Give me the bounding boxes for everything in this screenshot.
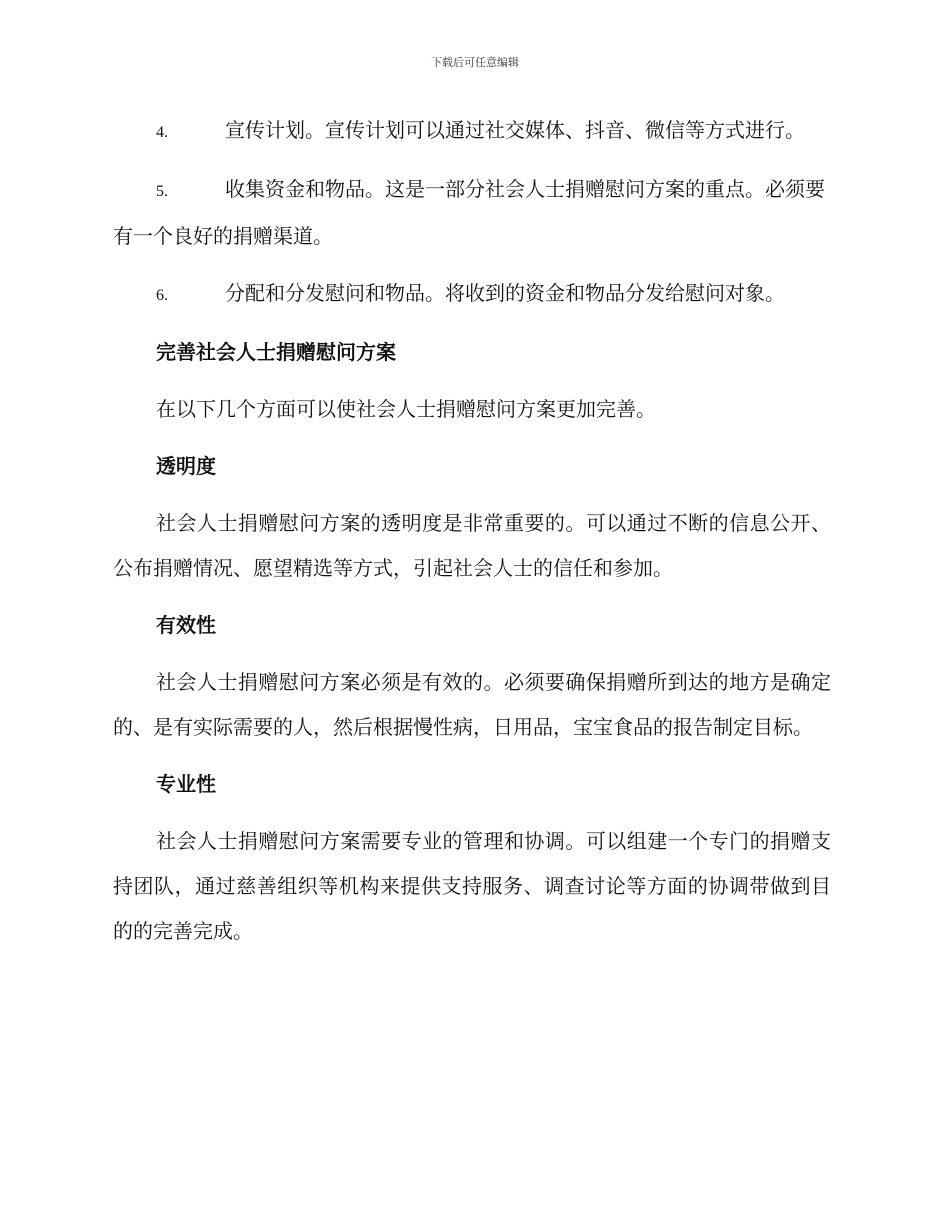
section-intro: 在以下几个方面可以使社会人士捐赠慰问方案更加完善。 — [156, 397, 656, 421]
professionalism-paragraph: 社会人士捐赠慰问方案需要专业的管理和协调。可以组建一个专门的捐赠支持团队，通过慈善组织等机构来提供支持服务、调查讨论等方面的协调带做到目的的完善完成。 — [113, 829, 831, 943]
effectiveness-heading: 有效性 — [156, 613, 216, 637]
list-item-4 — [113, 108, 831, 155]
list-text: 收集资金和物品。这是一部分社会人士捐赠慰问方案的重点。必须要有一个良好的捐赠渠道。 — [113, 177, 825, 248]
transparency-heading: 透明度 — [156, 454, 216, 478]
list-number: 5. — [156, 183, 168, 200]
list-text: 分配和分发慰问和物品。将收到的资金和物品分发给慰问对象。 — [225, 281, 785, 305]
document-body — [113, 108, 831, 966]
effectiveness-paragraph: 社会人士捐赠慰问方案必须是有效的。必须要确保捐赠所到达的地方是确定的、是有实际需要的人，然后根据慢性病，日用品，宝宝食品的报告制定目标。 — [113, 670, 831, 739]
list-text: 宣传计划。宣传计划可以通过社交媒体、抖音、微信等方式进行。 — [225, 118, 805, 142]
professionalism-heading: 专业性 — [156, 772, 216, 796]
section-heading: 完善社会人士捐赠慰问方案 — [156, 340, 396, 364]
list-number: 6. — [156, 287, 168, 304]
list-item-5 — [113, 167, 831, 259]
page-header: 下载后可任意编辑 — [431, 56, 519, 69]
list-item-6 — [113, 271, 831, 318]
list-number: 4. — [156, 124, 168, 141]
transparency-paragraph: 社会人士捐赠慰问方案的透明度是非常重要的。可以通过不断的信息公开、公布捐赠情况、愿望精选等方式，引起社会人士的信任和参加。 — [113, 511, 831, 580]
